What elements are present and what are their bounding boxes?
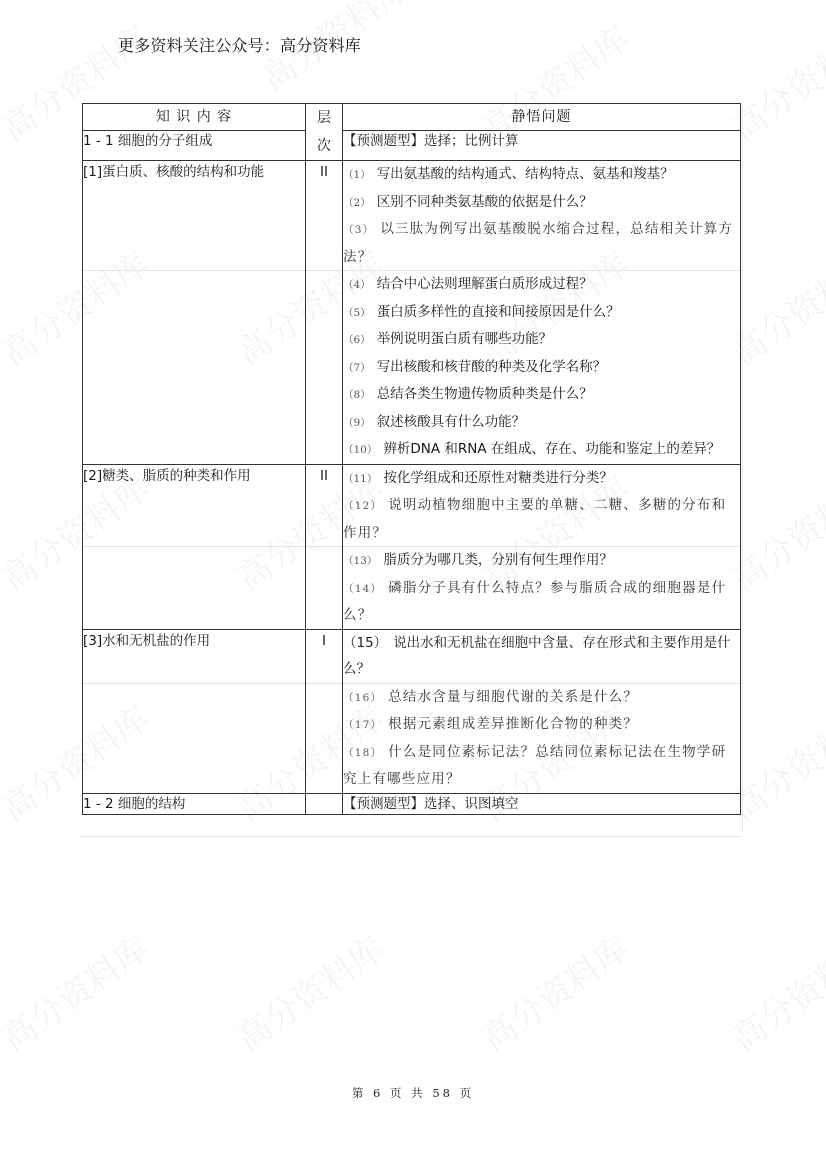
question-item: （2） 区别不同种类氨基酸的依据是什么？ — [343, 193, 593, 210]
topic-level: II — [306, 161, 343, 271]
question-item: （1） 写出氨基酸的结构通式、结构特点、氨基和羧基？ — [343, 166, 674, 182]
question-group — [343, 271, 741, 465]
question-item: （13） 脂质分为哪几类，分别有何生理作用？ — [343, 552, 613, 568]
table-row — [83, 547, 741, 630]
question-item: （10） 辨析DNA 和RNA 在组成、存在、功能和鉴定上的差异？ — [343, 441, 721, 457]
header-questions: 静悟问题 — [343, 104, 741, 131]
prediction-type: 【预测题型】选择、识图填空 — [343, 793, 741, 814]
question-item: （14） 磷脂分子具有什么特点？参与脂质合成的细胞器是什么？ — [343, 579, 727, 623]
question-item: （16） 总结水含量与细胞代谢的关系是什么？ — [343, 688, 639, 705]
topic-level: I — [306, 629, 343, 683]
empty-cell — [83, 683, 306, 793]
question-item: （8） 总结各类生物遗传物质种类是什么？ — [343, 386, 593, 402]
scan-artifact — [742, 102, 743, 832]
topic-title: [1]蛋白质、核酸的结构和功能 — [83, 161, 306, 271]
header-content: 知 识 内 容 — [83, 104, 306, 131]
question-group — [343, 629, 741, 683]
table-row — [83, 683, 741, 793]
question-item: （7） 写出核酸和核苷酸的种类及化学名称？ — [343, 358, 607, 375]
empty-cell — [83, 271, 306, 465]
question-item: （3） 以三肽为例写出氨基酸脱水缩合过程，总结相关计算方法？ — [343, 221, 734, 265]
table-header-row — [83, 104, 741, 131]
question-item: （5） 蛋白质多样性的直接和间接原因是什么？ — [343, 303, 620, 320]
scan-artifact — [80, 836, 742, 837]
prediction-type: 【预测题型】选择；比例计算 — [343, 131, 741, 161]
header-level-top: 层 — [317, 110, 331, 126]
section-row — [83, 793, 741, 814]
question-group — [343, 464, 741, 547]
section-row — [83, 131, 741, 161]
watermark — [720, 922, 826, 1060]
question-group — [343, 161, 741, 271]
table-row — [83, 464, 741, 547]
table-row — [83, 271, 741, 465]
page-footer: 第 6 页 共 58 页 — [351, 1086, 475, 1100]
topic-title: [2]糖类、脂质的种类和作用 — [83, 464, 306, 547]
question-item: （11） 按化学组成和还原性对糖类进行分类？ — [343, 469, 613, 486]
watermark — [0, 922, 157, 1060]
empty-cell — [306, 271, 343, 465]
topic-title: [3]水和无机盐的作用 — [83, 629, 306, 683]
question-item: （17） 根据元素组成差异推断化合物的种类？ — [343, 716, 639, 732]
empty-cell — [306, 547, 343, 630]
watermark — [470, 922, 637, 1060]
empty-cell — [306, 793, 343, 814]
header-level-bottom: 次 — [317, 138, 331, 154]
question-item: （6） 举例说明蛋白质有哪些功能？ — [343, 331, 553, 347]
table-row — [83, 161, 741, 271]
question-item: （9） 叙述核酸具有什么功能？ — [343, 413, 526, 430]
header-note: 更多资料关注公众号：高分资料库 — [118, 36, 362, 55]
question-item: （15） 说出水和无机盐在细胞中含量、存在形式和主要作用是什么？ — [343, 634, 731, 677]
question-item: （18） 什么是同位素标记法？总结同位素标记法在生物学研究上有哪些应用？ — [343, 743, 727, 787]
question-item: （12） 说明动植物细胞中主要的单糖、二糖、多糖的分布和作用？ — [343, 497, 727, 541]
topic-level: II — [306, 464, 343, 547]
question-group — [343, 547, 741, 630]
question-group — [343, 683, 741, 793]
section-title: 1 - 2 细胞的结构 — [83, 793, 306, 814]
empty-cell — [83, 547, 306, 630]
header-level — [306, 104, 343, 161]
watermark — [225, 922, 392, 1060]
knowledge-table — [82, 103, 741, 815]
table-row — [83, 629, 741, 683]
question-item: （4） 结合中心法则理解蛋白质形成过程？ — [343, 276, 593, 292]
section-title: 1 - 1 细胞的分子组成 — [83, 131, 306, 161]
empty-cell — [306, 683, 343, 793]
